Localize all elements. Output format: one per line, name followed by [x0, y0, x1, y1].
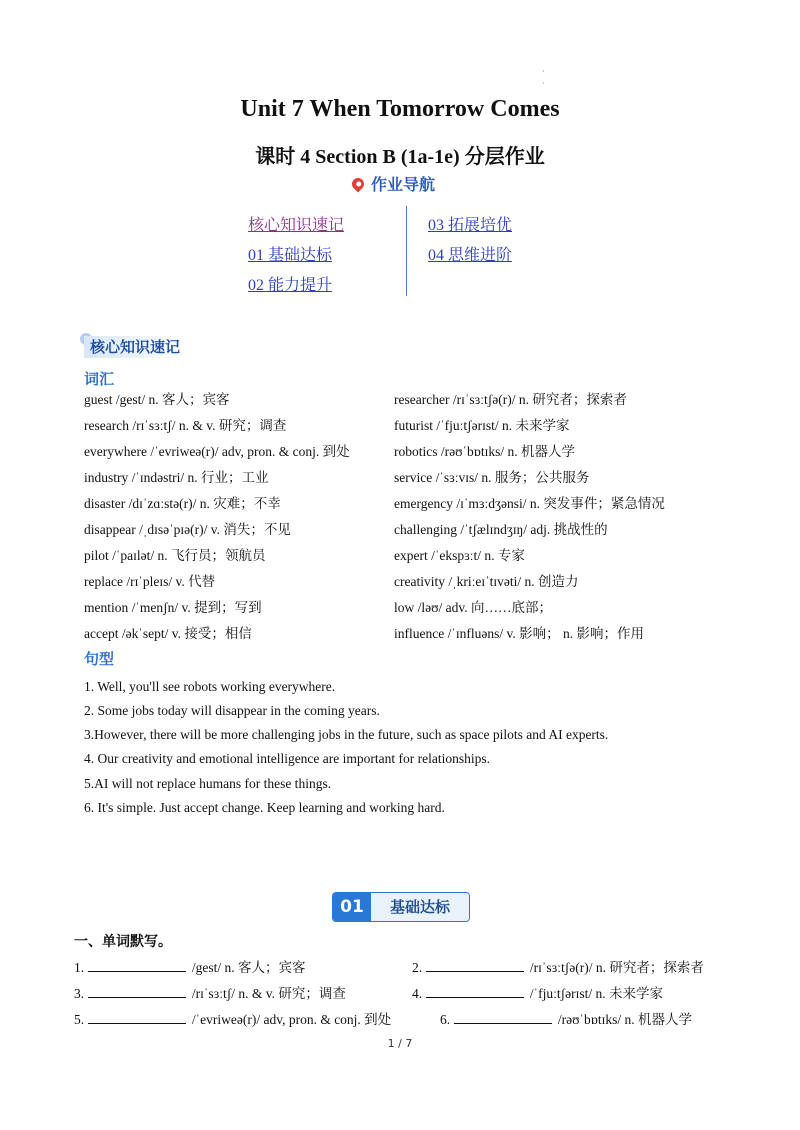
section-01-badge [332, 892, 470, 922]
sentence-heading: 句型 [84, 650, 115, 668]
document-title: Unit 7 When Tomorrow Comes [240, 96, 560, 122]
vocab-item: research /rɪˈsɜːtʃ/ n. & v. 研究；调查 [84, 418, 287, 433]
answer-blank[interactable] [88, 959, 186, 972]
document-subtitle: 课时 4 Section B (1a-1e) 分层作业 [255, 146, 545, 168]
item-hint: /rɪˈsɜːtʃ/ n. & v. 研究；调查 [191, 986, 346, 1001]
item-number: 2. [412, 960, 423, 975]
vocab-item: influence /ˈɪnfluəns/ v. 影响； n. 影响；作用 [394, 626, 644, 641]
vocab-item: industry /ˈɪndəstri/ n. 行业；工业 [84, 470, 269, 485]
vocab-item: everywhere /ˈevriweə(r)/ adv, pron. & conj. 到处 [84, 444, 350, 459]
item-number: 5. [74, 1012, 85, 1027]
vocab-item: accept /əkˈsept/ v. 接受；相信 [84, 626, 252, 641]
nav-link-core-knowledge[interactable]: 核心知识速记 [248, 217, 345, 234]
nav-link-ability[interactable]: 02 能力提升 [248, 277, 333, 294]
item-hint: /gest/ n. 客人；宾客 [191, 960, 306, 975]
nav-heading-label: 作业导航 [371, 175, 436, 194]
vocab-item: disaster /dɪˈzɑːstə(r)/ n. 灾难；不幸 [84, 496, 281, 511]
item-hint: /ˈfjuːtʃərɪst/ n. 未来学家 [529, 986, 663, 1001]
vocab-item: low /ləʊ/ adv. 向……底部； [394, 600, 553, 615]
decorative-dots: · · [542, 67, 545, 88]
page-number: 1 / 7 [387, 1037, 413, 1050]
item-number: 6. [440, 1012, 451, 1027]
nav-link-basic[interactable]: 01 基础达标 [248, 247, 333, 264]
item-hint: /rɪˈsɜːtʃə(r)/ n. 研究者；探索者 [529, 960, 704, 975]
core-knowledge-heading [84, 336, 186, 358]
vocab-item: pilot /ˈpaɪlət/ n. 飞行员；领航员 [84, 548, 266, 563]
vocab-item: emergency /ɪˈmɜːdʒənsi/ n. 突发事件；紧急情况 [394, 496, 665, 511]
exercise-item [412, 982, 663, 1002]
exercise-item [440, 1008, 692, 1028]
vocab-item: researcher /rɪˈsɜːtʃə(r)/ n. 研究者；探索者 [394, 392, 627, 407]
vocab-item: creativity /ˌkriːeɪˈtɪvəti/ n. 创造力 [394, 574, 579, 589]
sentence-item: 5.AI will not replace humans for these things. [84, 776, 332, 791]
item-number: 3. [74, 986, 85, 1001]
vocab-item: robotics /rəʊˈbɒtɪks/ n. 机器人学 [394, 444, 575, 459]
sentence-item: 6. It's simple. Just accept change. Keep learning and working hard. [84, 800, 445, 815]
exercise-item [412, 956, 704, 976]
nav-divider [406, 206, 407, 296]
answer-blank[interactable] [88, 985, 186, 998]
item-hint: /rəʊˈbɒtɪks/ n. 机器人学 [557, 1012, 692, 1027]
vocab-item: challenging /ˈtʃælɪndʒɪŋ/ adj. 挑战性的 [394, 522, 608, 537]
exercise-item [74, 982, 346, 1002]
nav-link-thinking[interactable]: 04 思维进阶 [428, 247, 513, 264]
vocab-item: mention /ˈmenʃn/ v. 提到；写到 [84, 600, 262, 615]
vocab-item: guest /gest/ n. 客人；宾客 [84, 392, 230, 407]
section-number: 01 [333, 893, 371, 921]
location-pin-icon [350, 175, 367, 192]
sentence-item: 1. Well, you'll see robots working everywhere. [84, 679, 336, 694]
sentence-item: 2. Some jobs today will disappear in the coming years. [84, 703, 380, 718]
nav-link-extension[interactable]: 03 拓展培优 [428, 217, 513, 234]
vocab-item: futurist /ˈfjuːtʃərɪst/ n. 未来学家 [394, 418, 570, 433]
answer-blank[interactable] [88, 1011, 186, 1024]
exercise-heading: 一、单词默写。 [74, 934, 172, 950]
vocab-item: service /ˈsɜːvɪs/ n. 服务；公共服务 [394, 470, 590, 485]
core-knowledge-heading-label: 核心知识速记 [90, 338, 181, 356]
sentence-item: 4. Our creativity and emotional intelligence are important for relationships. [84, 751, 490, 766]
answer-blank[interactable] [426, 959, 524, 972]
vocab-item: disappear /ˌdɪsəˈpɪə(r)/ v. 消失；不见 [84, 522, 291, 537]
answer-blank[interactable] [426, 985, 524, 998]
exercise-item [74, 956, 306, 976]
section-label: 基础达标 [371, 893, 469, 921]
sentence-item: 3.However, there will be more challenging jobs in the future, such as space pilots and AI experts. [84, 727, 609, 742]
answer-blank[interactable] [454, 1011, 552, 1024]
exercise-item [74, 1008, 391, 1028]
item-hint: /ˈevriweə(r)/ adv, pron. & conj. 到处 [191, 1012, 392, 1027]
item-number: 1. [74, 960, 85, 975]
vocab-heading: 词汇 [84, 370, 115, 388]
item-number: 4. [412, 986, 423, 1001]
vocab-item: replace /rɪˈpleɪs/ v. 代替 [84, 574, 216, 589]
vocab-item: expert /ˈekspɜːt/ n. 专家 [394, 548, 525, 563]
nav-heading [352, 172, 435, 195]
